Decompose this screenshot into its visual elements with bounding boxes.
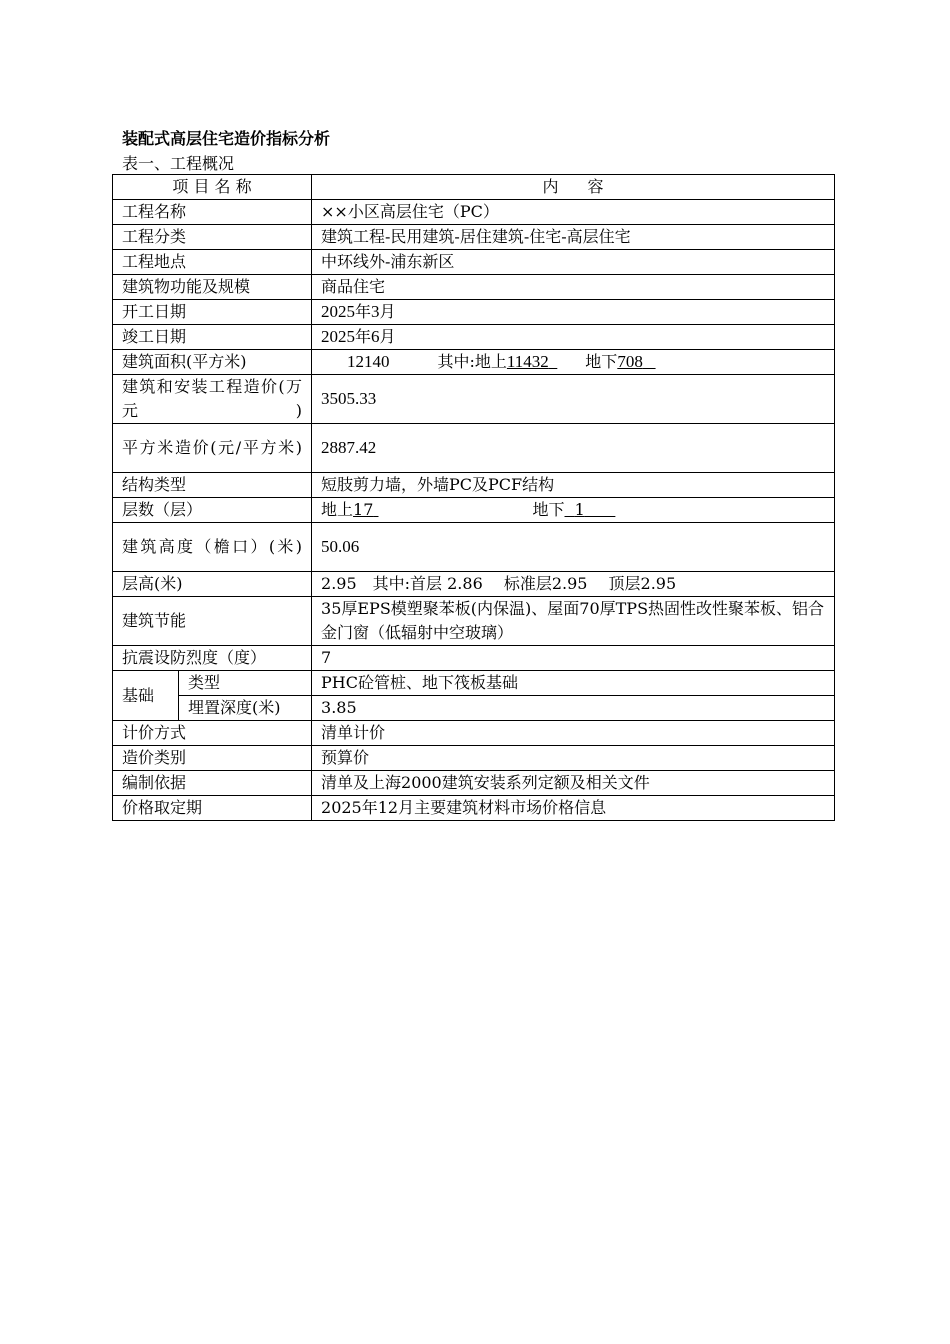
row-value: 清单计价 [312,721,835,746]
row-value [312,498,835,523]
area-below-label: 地下 [585,352,618,371]
table-row [113,375,835,424]
table-row [113,746,835,771]
month-unit: 月 [379,327,396,346]
row-value [312,325,835,350]
table-row [113,325,835,350]
row-label: 编制依据 [113,771,312,796]
area-total: 12140 [347,352,390,371]
row-value: 35厚EPS模塑聚苯板(内保温)、屋面70厚TPS热固性改性聚苯板、铝合金门窗（低辐射中空玻璃） [312,597,835,646]
completion-month: 6 [371,327,380,346]
table-row [113,350,835,375]
start-month: 3 [371,302,380,321]
area-below-value: 708 [617,352,643,371]
table-row [113,498,835,523]
foundation-label: 基础 [113,671,179,721]
row-label: 计价方式 [113,721,312,746]
table-row [113,523,835,572]
row-value [312,350,835,375]
row-label: 层高(米) [113,572,312,597]
row-label: 造价类别 [113,746,312,771]
header-item-name: 项 目 名 称 [113,175,312,200]
row-label: 建筑物功能及规模 [113,275,312,300]
table-row [113,646,835,671]
row-label: 建筑和安装工程造价(万元) [113,375,312,424]
table-row [113,250,835,275]
foundation-type-label: 类型 [179,671,312,696]
row-value: 预算价 [312,746,835,771]
row-value: 商品住宅 [312,275,835,300]
row-label: 工程名称 [113,200,312,225]
table-row [113,200,835,225]
floors-above-label: 地上 [321,500,354,519]
row-label: 平方米造价(元/平方米) [113,424,312,473]
row-value: 建筑工程-民用建筑-居住建筑-住宅-高层住宅 [312,225,835,250]
row-value [312,300,835,325]
row-value: 50.06 [312,523,835,572]
table-row [113,771,835,796]
row-label: 抗震设防烈度（度） [113,646,312,671]
floors-below-label: 地下 [532,500,565,519]
row-label: 开工日期 [113,300,312,325]
row-label: 竣工日期 [113,325,312,350]
table-row [113,275,835,300]
row-value: 2025年12月主要建筑材料市场价格信息 [312,796,835,821]
table-row [113,424,835,473]
row-label: 建筑面积(平方米) [113,350,312,375]
row-label: 结构类型 [113,473,312,498]
area-above-label: 其中:地上 [437,352,507,371]
table-row [113,225,835,250]
floors-below-value: 1 [574,500,585,519]
completion-year: 2025 [321,327,356,346]
area-above-value: 11432 [506,352,549,371]
table-row [113,721,835,746]
row-label: 层数（层） [113,498,312,523]
foundation-depth-value: 3.85 [312,696,835,721]
row-value: 短肢剪力墙，外墙PC及PCF结构 [312,473,835,498]
row-value: 3505.33 [312,375,835,424]
start-year: 2025 [321,302,356,321]
table-row [113,796,835,821]
table-row [113,300,835,325]
table-row [113,696,835,721]
row-label: 建筑节能 [113,597,312,646]
row-value: 2887.42 [312,424,835,473]
project-overview-table [112,174,835,821]
row-value: 清单及上海2000建筑安装系列定额及相关文件 [312,771,835,796]
foundation-type-value: PHC砼管桩、地下筏板基础 [312,671,835,696]
row-label: 建筑高度（檐口）(米) [113,523,312,572]
row-value: 中环线外-浦东新区 [312,250,835,275]
row-value: ××小区高层住宅（PC） [312,200,835,225]
document-title: 装配式高层住宅造价指标分析 [122,129,331,148]
row-value: 2.95 其中:首层 2.86 标准层2.95 顶层2.95 [312,572,835,597]
table-header-row [113,175,835,200]
table-row [113,597,835,646]
table-row [113,572,835,597]
row-label: 工程地点 [113,250,312,275]
floors-above-value: 17 [353,500,374,519]
table-row [113,473,835,498]
foundation-depth-label: 埋置深度(米) [179,696,312,721]
year-unit: 年 [355,302,372,321]
month-unit: 月 [379,302,396,321]
header-content: 内 容 [312,175,835,200]
table-caption: 表一、工程概况 [122,154,235,173]
row-value: 7 [312,646,835,671]
year-unit: 年 [355,327,372,346]
table-row [113,671,835,696]
row-label: 价格取定期 [113,796,312,821]
row-label: 工程分类 [113,225,312,250]
